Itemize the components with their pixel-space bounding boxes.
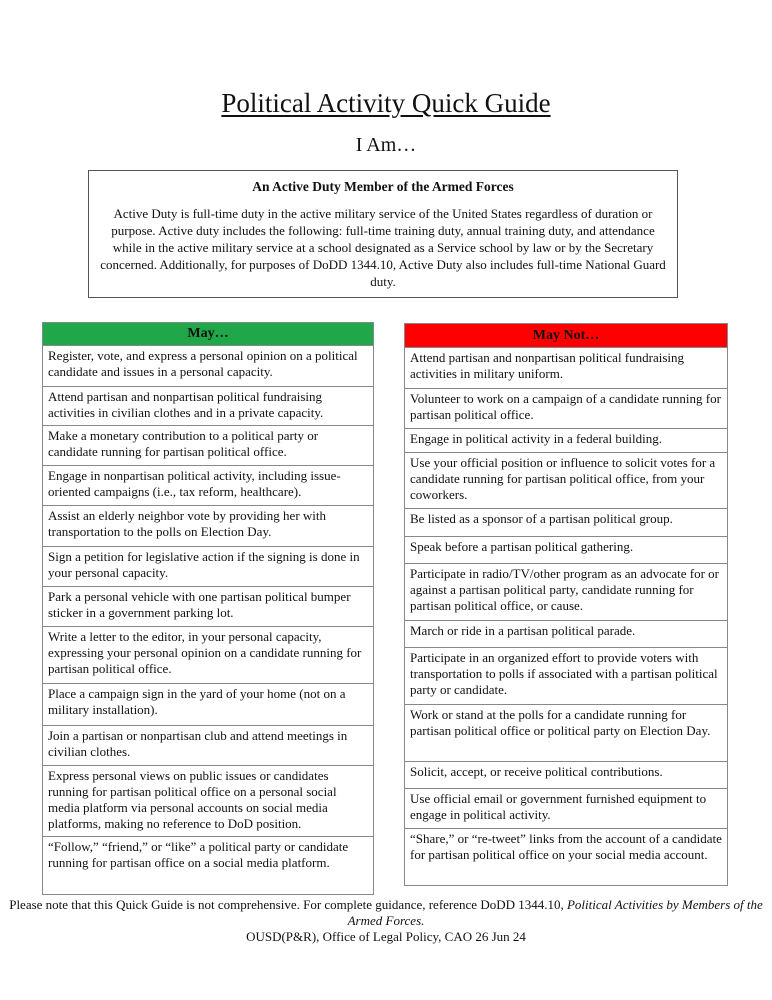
definition-heading: An Active Duty Member of the Armed Forces (252, 179, 514, 194)
may-header: May… (43, 323, 373, 346)
definition-box (88, 170, 678, 298)
footer-note (0, 897, 772, 945)
list-item: Work or stand at the polls for a candidate running for partisan political office or political party on Election Day. (405, 705, 727, 762)
page-subtitle: I Am… (355, 134, 417, 156)
definition-text: Active Duty is full-time duty in the active military service of the United States regardless of duration or purpose. Active duty includes the following: full-time training duty, annual training duty, and attendance while in the active military service at a school designated as a Service school by law or by the Secretary concerned. Additionally, for purposes of DoDD 1344.10, Active Duty also includes full-time National Guard duty. (100, 206, 666, 289)
list-item: Engage in political activity in a federal building. (405, 429, 727, 453)
list-item: Sign a petition for legislative action if the signing is done in your personal capacity. (43, 547, 373, 587)
list-item: Express personal views on public issues or candidates running for partisan political office on a personal social media platform via personal accounts on social media platforms, making no reference to DoD position. (43, 766, 373, 837)
list-item: March or ride in a partisan political parade. (405, 621, 727, 648)
list-item: Assist an elderly neighbor vote by providing her with transportation to the polls on Election Day. (43, 506, 373, 547)
list-item: Use official email or government furnished equipment to engage in political activity. (405, 789, 727, 829)
list-item: Register, vote, and express a personal opinion on a political candidate and issues in a personal capacity. (43, 346, 373, 387)
list-item: Write a letter to the editor, in your personal capacity, expressing your personal opinion on a candidate running for partisan political office. (43, 627, 373, 684)
list-item: Park a personal vehicle with one partisan political bumper sticker in a government parking lot. (43, 587, 373, 627)
list-item: Use your official position or influence to solicit votes for a candidate running for partisan political office, from your coworkers. (405, 453, 727, 509)
footer-line2: OUSD(P&R), Office of Legal Policy, CAO 26 Jun 24 (246, 929, 526, 944)
list-item: Speak before a partisan political gathering. (405, 537, 727, 564)
footer-title: Political Activities by Members of the Armed Forces. (347, 897, 763, 928)
list-item: “Follow,” “friend,” or “like” a political party or candidate running for partisan office on a social media platform. (48, 839, 349, 870)
may-not-header: May Not… (405, 324, 727, 348)
footer-line1: Please note that this Quick Guide is not comprehensive. For complete guidance, reference DoDD 1344.10, (9, 897, 567, 912)
list-item: “Share,” or “re-tweet” links from the account of a candidate for partisan political office on your social media account. (410, 831, 722, 862)
list-item: Participate in an organized effort to provide voters with transportation to polls if associated with a partisan political party or candidate. (405, 648, 727, 705)
list-item: Attend partisan and nonpartisan political fundraising activities in military uniform. (405, 348, 727, 389)
list-item: Be listed as a sponsor of a partisan political group. (405, 509, 727, 537)
list-item: Make a monetary contribution to a political party or candidate running for partisan political office. (43, 426, 373, 466)
list-item: Participate in radio/TV/other program as an advocate for or against a partisan political party, candidate running for partisan political office, or cause. (405, 564, 727, 621)
list-item: Attend partisan and nonpartisan political fundraising activities in civilian clothes and in a private capacity. (43, 387, 373, 426)
may-not-table (404, 323, 728, 886)
list-item: Volunteer to work on a campaign of a candidate running for partisan political office. (405, 389, 727, 429)
list-item: Place a campaign sign in the yard of your home (not on a military installation). (43, 684, 373, 726)
page-title: Political Activity Quick Guide (221, 88, 551, 118)
list-item: Engage in nonpartisan political activity, including issue-oriented campaigns (i.e., tax reform, healthcare). (43, 466, 373, 506)
list-item: Join a partisan or nonpartisan club and attend meetings in civilian clothes. (43, 726, 373, 766)
list-item: Solicit, accept, or receive political contributions. (405, 762, 727, 789)
may-table (42, 322, 374, 895)
